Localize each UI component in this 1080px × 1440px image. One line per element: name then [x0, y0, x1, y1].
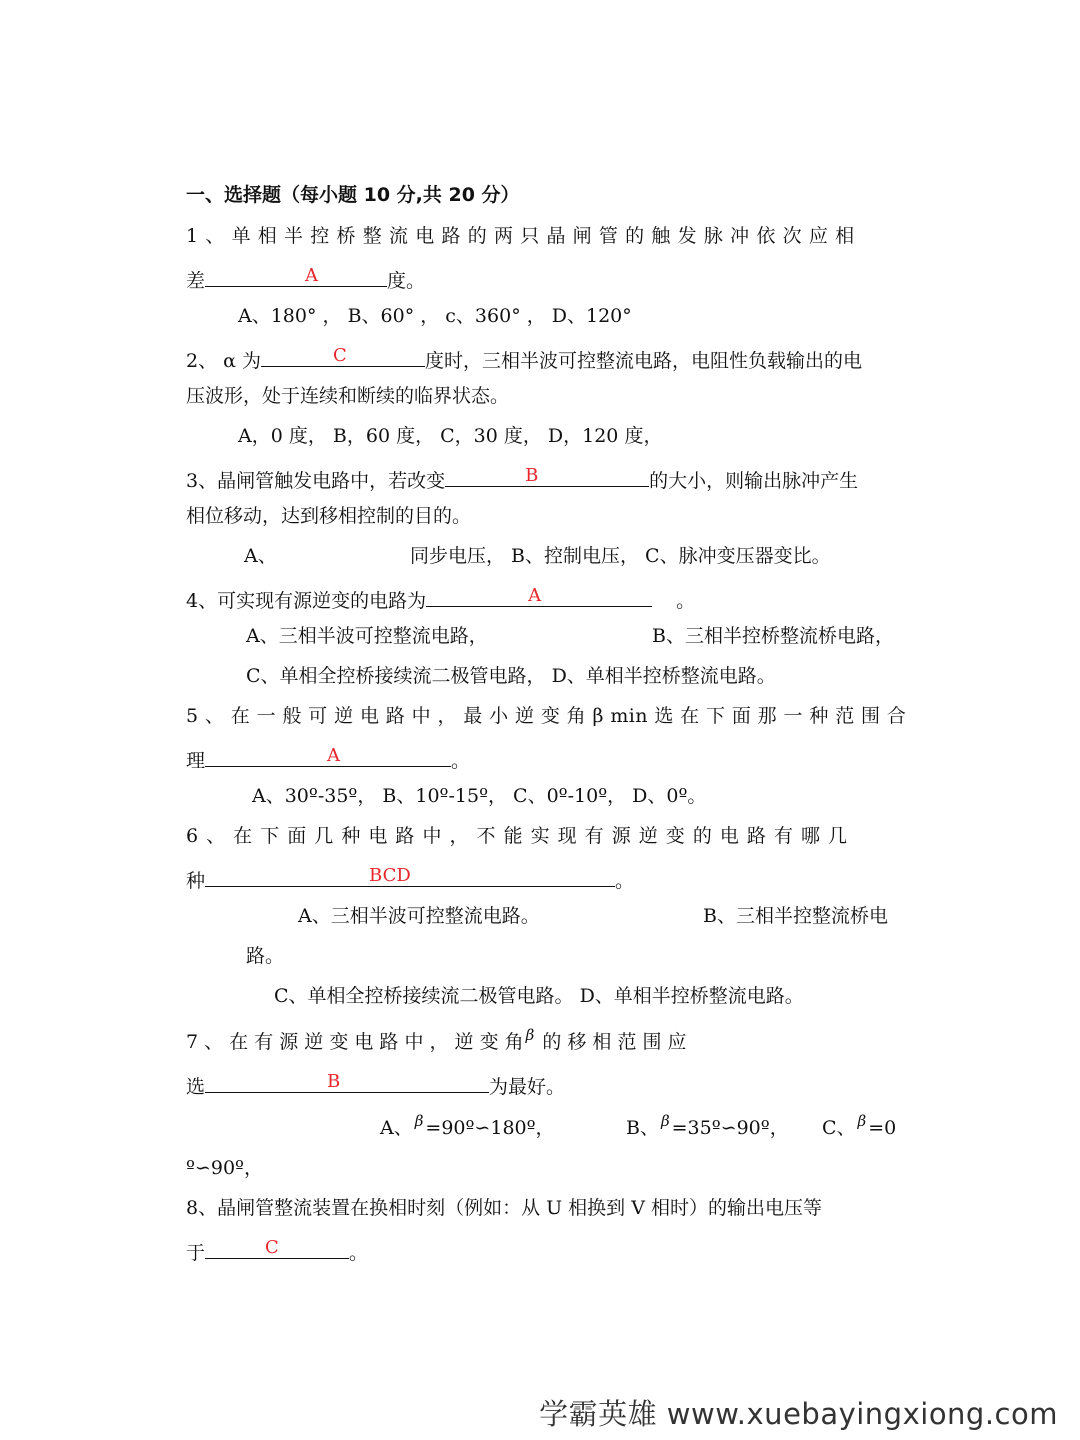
question-2-suffix: 度时，三相半波可控整流电路，电阻性负载输出的电	[425, 350, 863, 372]
question-8-blank[interactable]	[205, 1236, 349, 1259]
question-7-option-b	[626, 1112, 789, 1141]
question-2-line	[186, 344, 862, 373]
question-7-blank[interactable]	[205, 1070, 489, 1093]
question-2-prefix: 2、 α 为	[186, 350, 261, 372]
question-6-options-cd: C、单相全控桥接续流二极管电路。 D、单相半控桥整流电路。	[274, 985, 804, 1007]
question-6-blank[interactable]	[205, 864, 615, 887]
question-1-suffix: 度。	[387, 270, 426, 292]
question-1-options: A、180° ， B、60° ， c、360° ， D、120°	[238, 305, 632, 327]
question-1-text: 1 、 单 相 半 控 桥 整 流 电 路 的 两 只 晶 闸 管 的 触 发 脉 冲 依 次 应 相	[186, 225, 855, 247]
section-title: 一、选择题（每小题 10 分,共 20 分）	[186, 184, 520, 206]
question-4-line	[186, 584, 695, 613]
question-7-option-a-text: =90º∽180º，	[425, 1117, 555, 1139]
question-6-option-a: A、三相半波可控整流电路。	[298, 905, 540, 927]
question-2-options: A，0 度， B，60 度， C，30 度， D，120 度，	[238, 425, 663, 447]
question-3-option-a-label: A、	[244, 545, 277, 567]
question-8-suffix: 。	[349, 1242, 369, 1264]
question-3-text-cont: 相位移动，达到移相控制的目的。	[186, 505, 472, 527]
question-7-option-a	[380, 1112, 555, 1141]
question-4-blank[interactable]	[426, 584, 652, 607]
question-7-line	[186, 1026, 687, 1055]
question-7-option-b-text: =35º∽90º，	[671, 1117, 789, 1139]
question-7-text-pre: 7 、 在 有 源 逆 变 电 路 中 ， 逆 变 角	[186, 1031, 524, 1053]
question-7-option-c-text: =0	[868, 1117, 897, 1139]
question-6-text: 6 、 在 下 面 几 种 电 路 中 ， 不 能 实 现 有 源 逆 变 的 电 路 有 哪 几	[186, 825, 849, 847]
question-1-prefix: 差	[186, 270, 206, 292]
question-2-text-cont: 压波形，处于连续和断续的临界状态。	[186, 385, 510, 407]
question-4-prefix: 4、可实现有源逆变的电路为	[186, 590, 427, 612]
question-7-answer: B	[327, 1071, 341, 1092]
question-6-suffix: 。	[615, 870, 635, 892]
question-2-blank[interactable]	[261, 344, 425, 367]
question-4-option-a: A、三相半波可控整流电路，	[246, 625, 488, 647]
beta-symbol: β	[660, 1112, 670, 1130]
question-5-prefix: 理	[186, 750, 206, 772]
beta-symbol: β	[525, 1026, 535, 1044]
question-3-prefix: 3、晶闸管触发电路中，若改变	[186, 470, 446, 492]
question-7-option-a-label: A、	[380, 1117, 413, 1139]
question-6-option-b-cont: 路。	[246, 945, 285, 967]
site-watermark: 学霸英雄 www.xuebayingxiong.com	[539, 1397, 1058, 1431]
question-7-text-post: 的 移 相 范 围 应	[542, 1031, 687, 1053]
question-7-option-b-label: B、	[626, 1117, 659, 1139]
question-4-options-cd: C、单相全控桥接续流二极管电路， D、单相半控桥整流电路。	[246, 665, 776, 687]
question-5-suffix: 。	[451, 750, 471, 772]
question-8-text: 8、晶闸管整流装置在换相时刻（例如：从 U 相换到 V 相时）的输出电压等	[186, 1197, 822, 1219]
question-7-option-c-cont: º∽90º，	[186, 1157, 263, 1179]
question-8-answer: C	[265, 1237, 279, 1258]
question-3-line	[186, 464, 858, 493]
question-5-text: 5 、 在 一 般 可 逆 电 路 中 ， 最 小 逆 变 角 β min 选 在 下 面 那 一 种 范 围 合	[186, 705, 907, 727]
beta-symbol: β	[414, 1112, 424, 1130]
question-7-prefix: 选	[186, 1076, 206, 1098]
question-2-answer: C	[333, 345, 347, 366]
question-3-blank[interactable]	[445, 464, 649, 487]
question-5-blank[interactable]	[205, 744, 451, 767]
question-4-option-b: B、三相半控桥整流桥电路，	[652, 625, 894, 647]
question-5-blank-line	[186, 744, 470, 773]
question-4-suffix: 。	[676, 590, 696, 612]
question-6-prefix: 种	[186, 870, 206, 892]
question-1-answer: A	[305, 265, 319, 286]
question-7-option-c	[822, 1112, 897, 1141]
question-6-option-b: B、三相半控整流桥电	[703, 905, 888, 927]
question-3-answer: B	[525, 465, 539, 486]
question-6-answer: BCD	[369, 865, 411, 886]
beta-symbol: β	[857, 1112, 867, 1130]
question-4-answer: A	[528, 585, 542, 606]
question-1-blank[interactable]	[205, 264, 387, 287]
question-5-options: A、30º-35º， B、10º-15º， C、0º-10º， D、0º。	[252, 785, 707, 807]
question-7-blank-line	[186, 1070, 565, 1099]
question-7-suffix: 为最好。	[489, 1076, 566, 1098]
question-1-blank-line	[186, 264, 425, 293]
question-8-prefix: 于	[186, 1242, 206, 1264]
question-8-blank-line	[186, 1236, 368, 1265]
question-6-blank-line	[186, 864, 634, 893]
question-5-answer: A	[327, 745, 341, 766]
question-7-option-c-label: C、	[822, 1117, 856, 1139]
question-3-suffix: 的大小，则输出脉冲产生	[649, 470, 859, 492]
question-3-options: 同步电压， B、控制电压， C、脉冲变压器变比。	[410, 545, 831, 567]
